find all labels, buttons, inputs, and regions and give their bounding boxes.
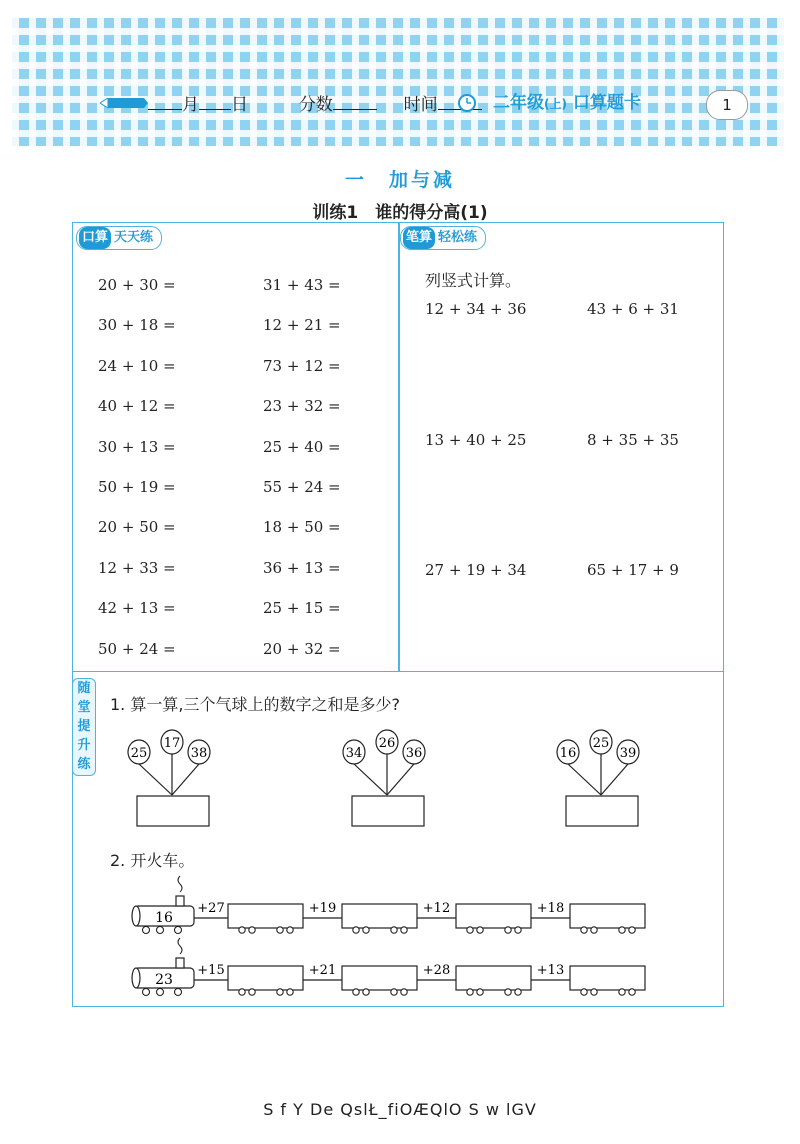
balloon-number: 34	[345, 746, 363, 761]
train-wheel	[401, 927, 407, 933]
balloon-string	[354, 764, 387, 795]
answer-box	[352, 796, 424, 826]
train-wheel	[619, 927, 625, 933]
train-step-label: +12	[422, 901, 451, 916]
train-wheel	[287, 989, 293, 995]
train-wheel	[143, 989, 150, 996]
mental-equation: 20 + 32 =	[263, 639, 341, 658]
train-car	[342, 966, 417, 990]
train-car	[456, 904, 531, 928]
train-step-label: +28	[422, 963, 451, 978]
mental-equation: 23 + 32 =	[263, 397, 341, 416]
mental-tag-text: 天天练	[114, 230, 154, 245]
train-wheel	[629, 927, 635, 933]
mental-equation: 12 + 33 =	[98, 558, 176, 577]
mental-equation: 24 + 10 =	[98, 356, 176, 375]
mental-equation: 25 + 40 =	[263, 437, 341, 456]
month-label: 月	[182, 95, 199, 115]
page-number: 1	[706, 90, 748, 120]
train-start-number: 23	[155, 972, 173, 988]
balloon-number: 39	[619, 746, 637, 761]
smoke	[178, 938, 182, 954]
balloon-string	[568, 764, 601, 795]
train-wheel	[467, 989, 473, 995]
train-wheel	[477, 989, 483, 995]
written-tag-text: 轻松练	[438, 230, 478, 245]
train-wheel	[157, 927, 164, 934]
train-wheel	[249, 927, 255, 933]
mental-equation: 55 + 24 =	[263, 478, 341, 496]
train-wheel	[505, 989, 511, 995]
written-problem: 65 + 17 + 9	[587, 561, 679, 579]
smoke	[178, 876, 182, 892]
grade-label: 二年级	[493, 93, 544, 113]
train-wheel	[353, 927, 359, 933]
train-wheel	[239, 927, 245, 933]
train-wheel	[619, 989, 625, 995]
train-wheel	[591, 989, 597, 995]
train-step-label: +13	[536, 963, 565, 978]
train-wheel	[353, 989, 359, 995]
train-car	[456, 966, 531, 990]
side-tag-char: 堂	[77, 700, 91, 715]
train-wheel	[401, 989, 407, 995]
mental-equation: 25 + 15 =	[263, 599, 341, 618]
mental-equation: 20 + 50 =	[98, 518, 176, 537]
train-wheel	[467, 927, 473, 933]
engine-front	[132, 968, 140, 988]
term-label: (上)	[544, 97, 567, 111]
train-wheel	[515, 927, 521, 933]
train-wheel	[175, 927, 182, 934]
side-tag-char: 随	[77, 681, 91, 696]
balloon-number: 36	[405, 746, 423, 761]
mental-equation: 42 + 13 =	[98, 599, 176, 618]
train-wheel	[515, 989, 521, 995]
train-wheel	[157, 989, 164, 996]
train-wheel	[391, 927, 397, 933]
score-label: 分数	[298, 95, 333, 115]
train-step-label: +18	[536, 901, 565, 916]
mental-equation: 50 + 19 =	[98, 478, 176, 496]
train-start-number: 16	[155, 910, 173, 926]
train-wheel	[249, 989, 255, 995]
mental-equation: 31 + 43 =	[263, 276, 341, 294]
balloon-number: 25	[130, 746, 148, 761]
time-label: 时间	[403, 95, 438, 115]
side-tag-char: 升	[77, 738, 91, 753]
side-tag-char: 提	[77, 719, 91, 734]
mental-equation: 50 + 24 =	[98, 639, 176, 658]
balloon-string	[601, 764, 628, 795]
mental-equation: 20 + 30 =	[98, 276, 176, 294]
written-tag-pill: 笔算	[403, 227, 435, 249]
written-problem: 12 + 34 + 36	[425, 300, 527, 318]
mental-tag-pill: 口算	[79, 227, 111, 249]
answer-box	[137, 796, 209, 826]
train-car	[570, 904, 645, 928]
book-title: 口算题卡	[572, 93, 641, 113]
mental-equation: 18 + 50 =	[263, 518, 341, 537]
mental-equation: 73 + 12 =	[263, 356, 341, 375]
train-car	[570, 966, 645, 990]
chapter-title: 一 加与减	[344, 169, 455, 191]
train-wheel	[629, 989, 635, 995]
written-problem: 43 + 6 + 31	[587, 300, 679, 318]
side-tag-char: 练	[77, 757, 91, 772]
question-2: 2. 开火车。	[110, 851, 195, 870]
mental-equation: 30 + 18 =	[98, 316, 176, 335]
train-wheel	[277, 989, 283, 995]
mental-equation: 30 + 13 =	[98, 437, 176, 456]
mental-equation: 12 + 21 =	[263, 316, 341, 335]
train-wheel	[363, 927, 369, 933]
engine-front	[132, 906, 140, 926]
train-car	[342, 904, 417, 928]
train-wheel	[239, 989, 245, 995]
answer-box	[566, 796, 638, 826]
train-wheel	[591, 927, 597, 933]
written-problem: 8 + 35 + 35	[587, 430, 679, 449]
train-car	[228, 966, 303, 990]
lesson-title: 训练1 谁的得分高(1)	[312, 203, 488, 223]
written-problem: 13 + 40 + 25	[425, 430, 527, 449]
train-step-label: +19	[308, 901, 337, 916]
balloon-number: 25	[592, 736, 610, 751]
train-step-label: +27	[197, 901, 225, 916]
train-wheel	[391, 989, 397, 995]
train-wheel	[277, 927, 283, 933]
engine-chimney	[176, 896, 184, 906]
balloon-number: 26	[378, 736, 396, 751]
mental-equation: 36 + 13 =	[263, 558, 341, 577]
written-instruction: 列竖式计算。	[425, 271, 522, 290]
train-wheel	[505, 927, 511, 933]
engine-chimney	[176, 958, 184, 968]
balloon-number: 38	[190, 746, 208, 761]
train-step-label: +21	[308, 963, 337, 978]
train-wheel	[363, 989, 369, 995]
train-wheel	[175, 989, 182, 996]
train-wheel	[477, 927, 483, 933]
train-step-label: +15	[197, 963, 225, 978]
train-wheel	[287, 927, 293, 933]
mental-equation: 40 + 12 =	[98, 397, 176, 416]
question-1: 1. 算一算,三个气球上的数字之和是多少?	[110, 695, 400, 714]
train-wheel	[581, 927, 587, 933]
balloon-string	[139, 764, 172, 795]
balloon-string	[172, 764, 199, 795]
footer-text: S f Y De QslŁ_fiOÆQlO S w lGV	[263, 1100, 537, 1119]
train-car	[228, 904, 303, 928]
train-wheel	[581, 989, 587, 995]
balloon-number: 16	[559, 746, 577, 761]
balloon-number: 17	[163, 736, 181, 751]
written-problem: 27 + 19 + 34	[425, 561, 527, 579]
day-label: 日	[231, 95, 248, 115]
train-wheel	[143, 927, 150, 934]
balloon-string	[387, 764, 414, 795]
